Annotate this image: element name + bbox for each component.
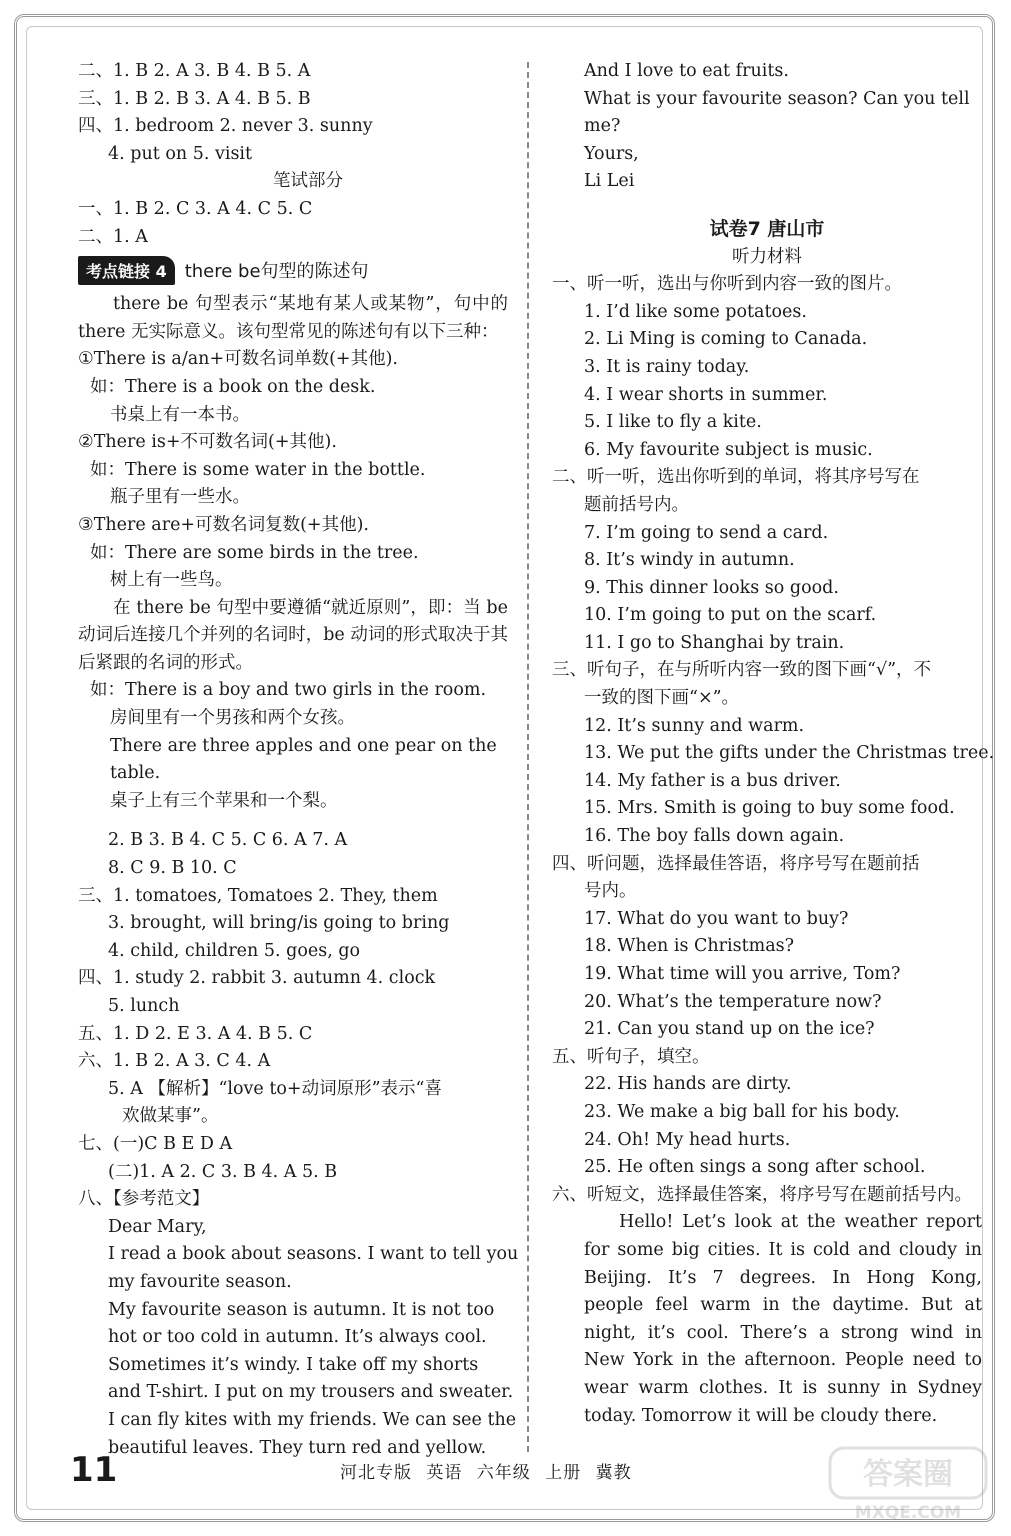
answer-line: (二)1. A 2. C 3. B 4. A 5. B <box>108 1161 338 1182</box>
example-translation: 书桌上有一本书。 <box>110 404 250 425</box>
example-translation: 瓶子里有一些水。 <box>110 487 250 508</box>
example-line: There are three apples and one pear on the <box>110 735 497 756</box>
script-line: 6. My favourite subject is music. <box>584 439 873 460</box>
example-translation: 桌子上有三个苹果和一个梨。 <box>110 790 338 811</box>
knowledge-link-title: there be句型的陈述句 <box>184 261 369 283</box>
script-line: 19. What time will you arrive, Tom? <box>584 964 901 984</box>
script-line: 14. My father is a bus driver. <box>584 770 841 791</box>
example-line: table. <box>110 763 161 784</box>
proximity-rule-text: 在 there be 句型中要遵循“就近原则”，即：当 be 动词后连接几个并列的名词时，be 动词的形式取决于其后紧跟的名词的形式。 <box>78 597 508 673</box>
essay-line: Dear Mary, <box>108 1216 207 1237</box>
rule-line: ③There are+可数名词复数(+其他). <box>78 514 369 535</box>
section-title: 五、听句子，填空。 <box>552 1046 710 1067</box>
answer-line: 欢做某事”。 <box>122 1106 219 1127</box>
answer-line: 六、1. B 2. A 3. C 4. A <box>78 1051 271 1072</box>
answer-line: 七、(一)C B E D A <box>78 1133 233 1154</box>
section-title: 二、听一听，选出你听到的单词，将其序号写在 <box>552 467 920 488</box>
listening-title: 听力材料 <box>732 246 802 267</box>
rule-line: ①There is a/an+可数名词单数(+其他). <box>78 349 398 370</box>
watermark-logo <box>828 1446 988 1524</box>
script-line: 21. Can you stand up on the ice? <box>584 1019 875 1040</box>
essay-line: I can fly kites with my friends. We can see the <box>108 1409 517 1430</box>
script-line: 1. I’d like some potatoes. <box>584 301 807 322</box>
answer-line: 二、1. B 2. A 3. B 4. B 5. A <box>78 61 311 81</box>
section-title: 四、听问题，选择最佳答语，将序号写在题前括 <box>552 853 920 874</box>
example-line: 如：There is a book on the desk. <box>90 376 376 397</box>
proximity-rule <box>78 595 508 678</box>
example-line: 如：There is a boy and two girls in the room. <box>90 680 487 701</box>
section-heading-written: 笔试部分 <box>273 171 343 192</box>
answer-line: 8. C 9. B 10. C <box>108 858 237 879</box>
essay-line: me? <box>584 116 621 137</box>
section-title-cont: 题前括号内。 <box>584 494 689 515</box>
script-line: 2. Li Ming is coming to Canada. <box>584 329 868 350</box>
paper-title: 试卷7 唐山市 <box>709 217 825 240</box>
script-line: 13. We put the gifts under the Christmas tree. <box>584 743 995 764</box>
essay-line: Sometimes it’s windy. I take off my shorts <box>108 1354 479 1375</box>
left-column <box>78 58 519 1462</box>
section-title-cont: 号内。 <box>584 881 637 902</box>
watermark-text: 答案圈 <box>863 1457 953 1492</box>
knowledge-link-header <box>78 253 508 287</box>
script-line: 18. When is Christmas? <box>584 936 795 957</box>
answer-line: 5. A 【解析】“love to+动词原形”表示“喜 <box>108 1078 442 1099</box>
answer-line: 2. B 3. B 4. C 5. C 6. A 7. A <box>108 830 348 851</box>
answer-line: 五、1. D 2. E 3. A 4. B 5. C <box>78 1023 313 1044</box>
script-line: 8. It’s windy in autumn. <box>584 550 795 571</box>
rule-line: ②There is+不可数名词(+其他). <box>78 432 337 453</box>
example-line: 如：There are some birds in the tree. <box>90 542 419 563</box>
answer-line: 5. lunch <box>108 996 180 1016</box>
section-title: 六、听短文，选择最佳答案，将序号写在题前括号内。 <box>552 1184 972 1205</box>
script-line: 16. The boy falls down again. <box>584 826 845 847</box>
right-column <box>552 58 995 1430</box>
essay-line: hot or too cold in autumn. It’s always cool. <box>108 1327 487 1348</box>
script-line: 17. What do you want to buy? <box>584 908 849 929</box>
watermark-url: MXQE.COM <box>854 1503 962 1523</box>
knowledge-intro-text: there be 句型表示“某地有某人或某物”，句中的 there 无实际意义。该句型常见的陈述句有以下三种： <box>78 294 508 342</box>
essay-line: And I love to eat fruits. <box>584 61 789 81</box>
script-line: 23. We make a big ball for his body. <box>584 1101 900 1122</box>
essay-line: beautiful leaves. They turn red and yellow. <box>108 1437 487 1458</box>
essay-line: Li Lei <box>584 171 635 192</box>
answer-line: 四、1. bedroom 2. never 3. sunny <box>78 116 373 137</box>
answer-line: 一、1. B 2. C 3. A 4. C 5. C <box>78 198 313 219</box>
answer-line: 三、1. tomatoes, Tomatoes 2. They, them <box>78 885 438 906</box>
essay-line: I read a book about seasons. I want to tell you <box>108 1244 519 1265</box>
passage-text: Hello! Let’s look at the weather report for some big cities. It is cold and cloudy in Beijing. It’s 7 degrees. In Hong Kong, people feel warm in the daytime. But at night, it’s cool. There’s a strong wind in New York in the afternoon. People need to wear warm clothes. It is sunny in Sydney today. Tomorrow it will be cloudy there. <box>584 1212 982 1426</box>
example-translation: 房间里有一个男孩和两个女孩。 <box>110 708 355 729</box>
example-line: 如：There is some water in the bottle. <box>90 459 426 480</box>
script-line: 7. I’m going to send a card. <box>584 522 829 543</box>
answer-line: 八、【参考范文】 <box>78 1189 210 1210</box>
footer-info: 河北专版 英语 六年级 上册 冀教 <box>340 1463 632 1483</box>
answer-line: 4. child, children 5. goes, go <box>108 940 361 961</box>
script-line: 10. I’m going to put on the scarf. <box>584 605 877 626</box>
knowledge-link-badge: 考点链接 4 <box>78 256 175 285</box>
essay-line: My favourite season is autumn. It is not too <box>108 1299 495 1320</box>
script-line: 12. It’s sunny and warm. <box>584 715 805 736</box>
script-line: 4. I wear shorts in summer. <box>584 384 828 405</box>
script-line: 15. Mrs. Smith is going to buy some food. <box>584 798 955 819</box>
answer-line: 二、1. A <box>78 226 148 247</box>
answer-line: 4. put on 5. visit <box>108 143 253 164</box>
column-divider <box>527 62 529 1452</box>
page-number: 11 <box>70 1450 118 1490</box>
example-translation: 树上有一些鸟。 <box>110 570 233 591</box>
essay-line: and T-shirt. I put on my trousers and sweater. <box>108 1382 514 1403</box>
answer-line: 三、1. B 2. B 3. A 4. B 5. B <box>78 88 311 109</box>
script-line: 5. I like to fly a kite. <box>584 412 762 433</box>
essay-line: Yours, <box>584 143 639 164</box>
essay-line: my favourite season. <box>108 1271 292 1292</box>
script-line: 3. It is rainy today. <box>584 356 750 377</box>
answer-line: 3. brought, will bring/is going to bring <box>108 913 450 934</box>
section-title-cont: 一致的图下画“×”。 <box>584 688 740 709</box>
knowledge-intro <box>78 291 508 346</box>
script-line: 24. Oh! My head hurts. <box>584 1129 791 1150</box>
script-line: 25. He often sings a song after school. <box>584 1157 926 1178</box>
script-line: 20. What’s the temperature now? <box>584 991 882 1012</box>
script-line: 11. I go to Shanghai by train. <box>584 632 845 653</box>
script-line: 9. This dinner looks so good. <box>584 577 839 598</box>
essay-line: What is your favourite season? Can you tell <box>584 88 970 109</box>
section-title: 一、听一听，选出与你听到内容一致的图片。 <box>552 274 902 295</box>
script-line: 22. His hands are dirty. <box>584 1074 792 1095</box>
section-title: 三、听句子，在与所听内容一致的图下画“√”，不 <box>552 660 932 681</box>
passage <box>552 1209 982 1430</box>
answer-line: 四、1. study 2. rabbit 3. autumn 4. clock <box>78 968 436 989</box>
